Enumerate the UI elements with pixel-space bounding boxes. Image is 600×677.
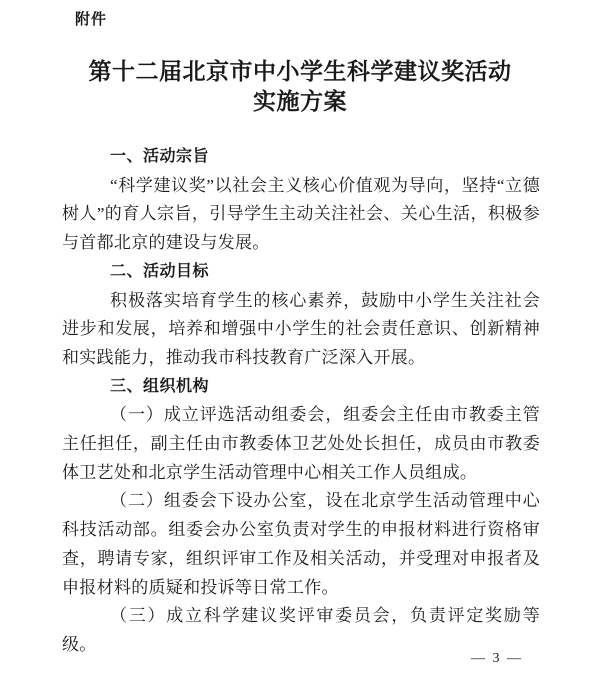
section-heading-activity-purpose: 一、活动宗旨 <box>110 148 210 165</box>
document-body <box>62 143 540 660</box>
document-title-line-2: 实施方案 <box>253 89 347 114</box>
section-heading-activity-goals: 二、活动目标 <box>110 262 210 280</box>
paragraph-organization-item-1: （一）成立评选活动组委会，组委会主任由市教委主管主任担任，副主任由市教委体卫艺处处长担任，成员由市教委体卫艺处和北京学生活动管理中心相关工作人员组成。 <box>62 405 540 482</box>
paragraph-activity-purpose: “科学建议奖”以社会主义核心价值观为导向，坚持“立德树人”的育人宗旨，引导学生主动关注社会、关心生活，积极参与首都北京的建设与发展。 <box>62 175 540 253</box>
paragraph-organization-item-2: （二）组委会下设办公室，设在北京学生活动管理中心科技活动部。组委会办公室负责对学生的申报材料进行资格审查，聘请专家，组织评审工作及相关活动，并受理对申报者及申报材料的质疑和投诉等日常工作。 <box>62 491 540 597</box>
attachment-label: 附件 <box>75 11 108 28</box>
page-number: — 3 — <box>471 651 523 666</box>
section-heading-organization: 三、组织机构 <box>110 377 210 395</box>
paragraph-organization-item-3: （三）成立科学建议奖评审委员会，负责评定奖励等级。 <box>62 606 540 654</box>
paragraph-activity-goals: 积极落实培育学生的核心素养，鼓励中小学生关注社会进步和发展，培养和增强中小学生的社会责任意识、创新精神和实践能力，推动我市科技教育广泛深入开展。 <box>62 290 540 367</box>
document-title-line-1: 第十二届北京市中小学生科学建议奖活动 <box>88 59 512 84</box>
document-title <box>0 57 600 117</box>
